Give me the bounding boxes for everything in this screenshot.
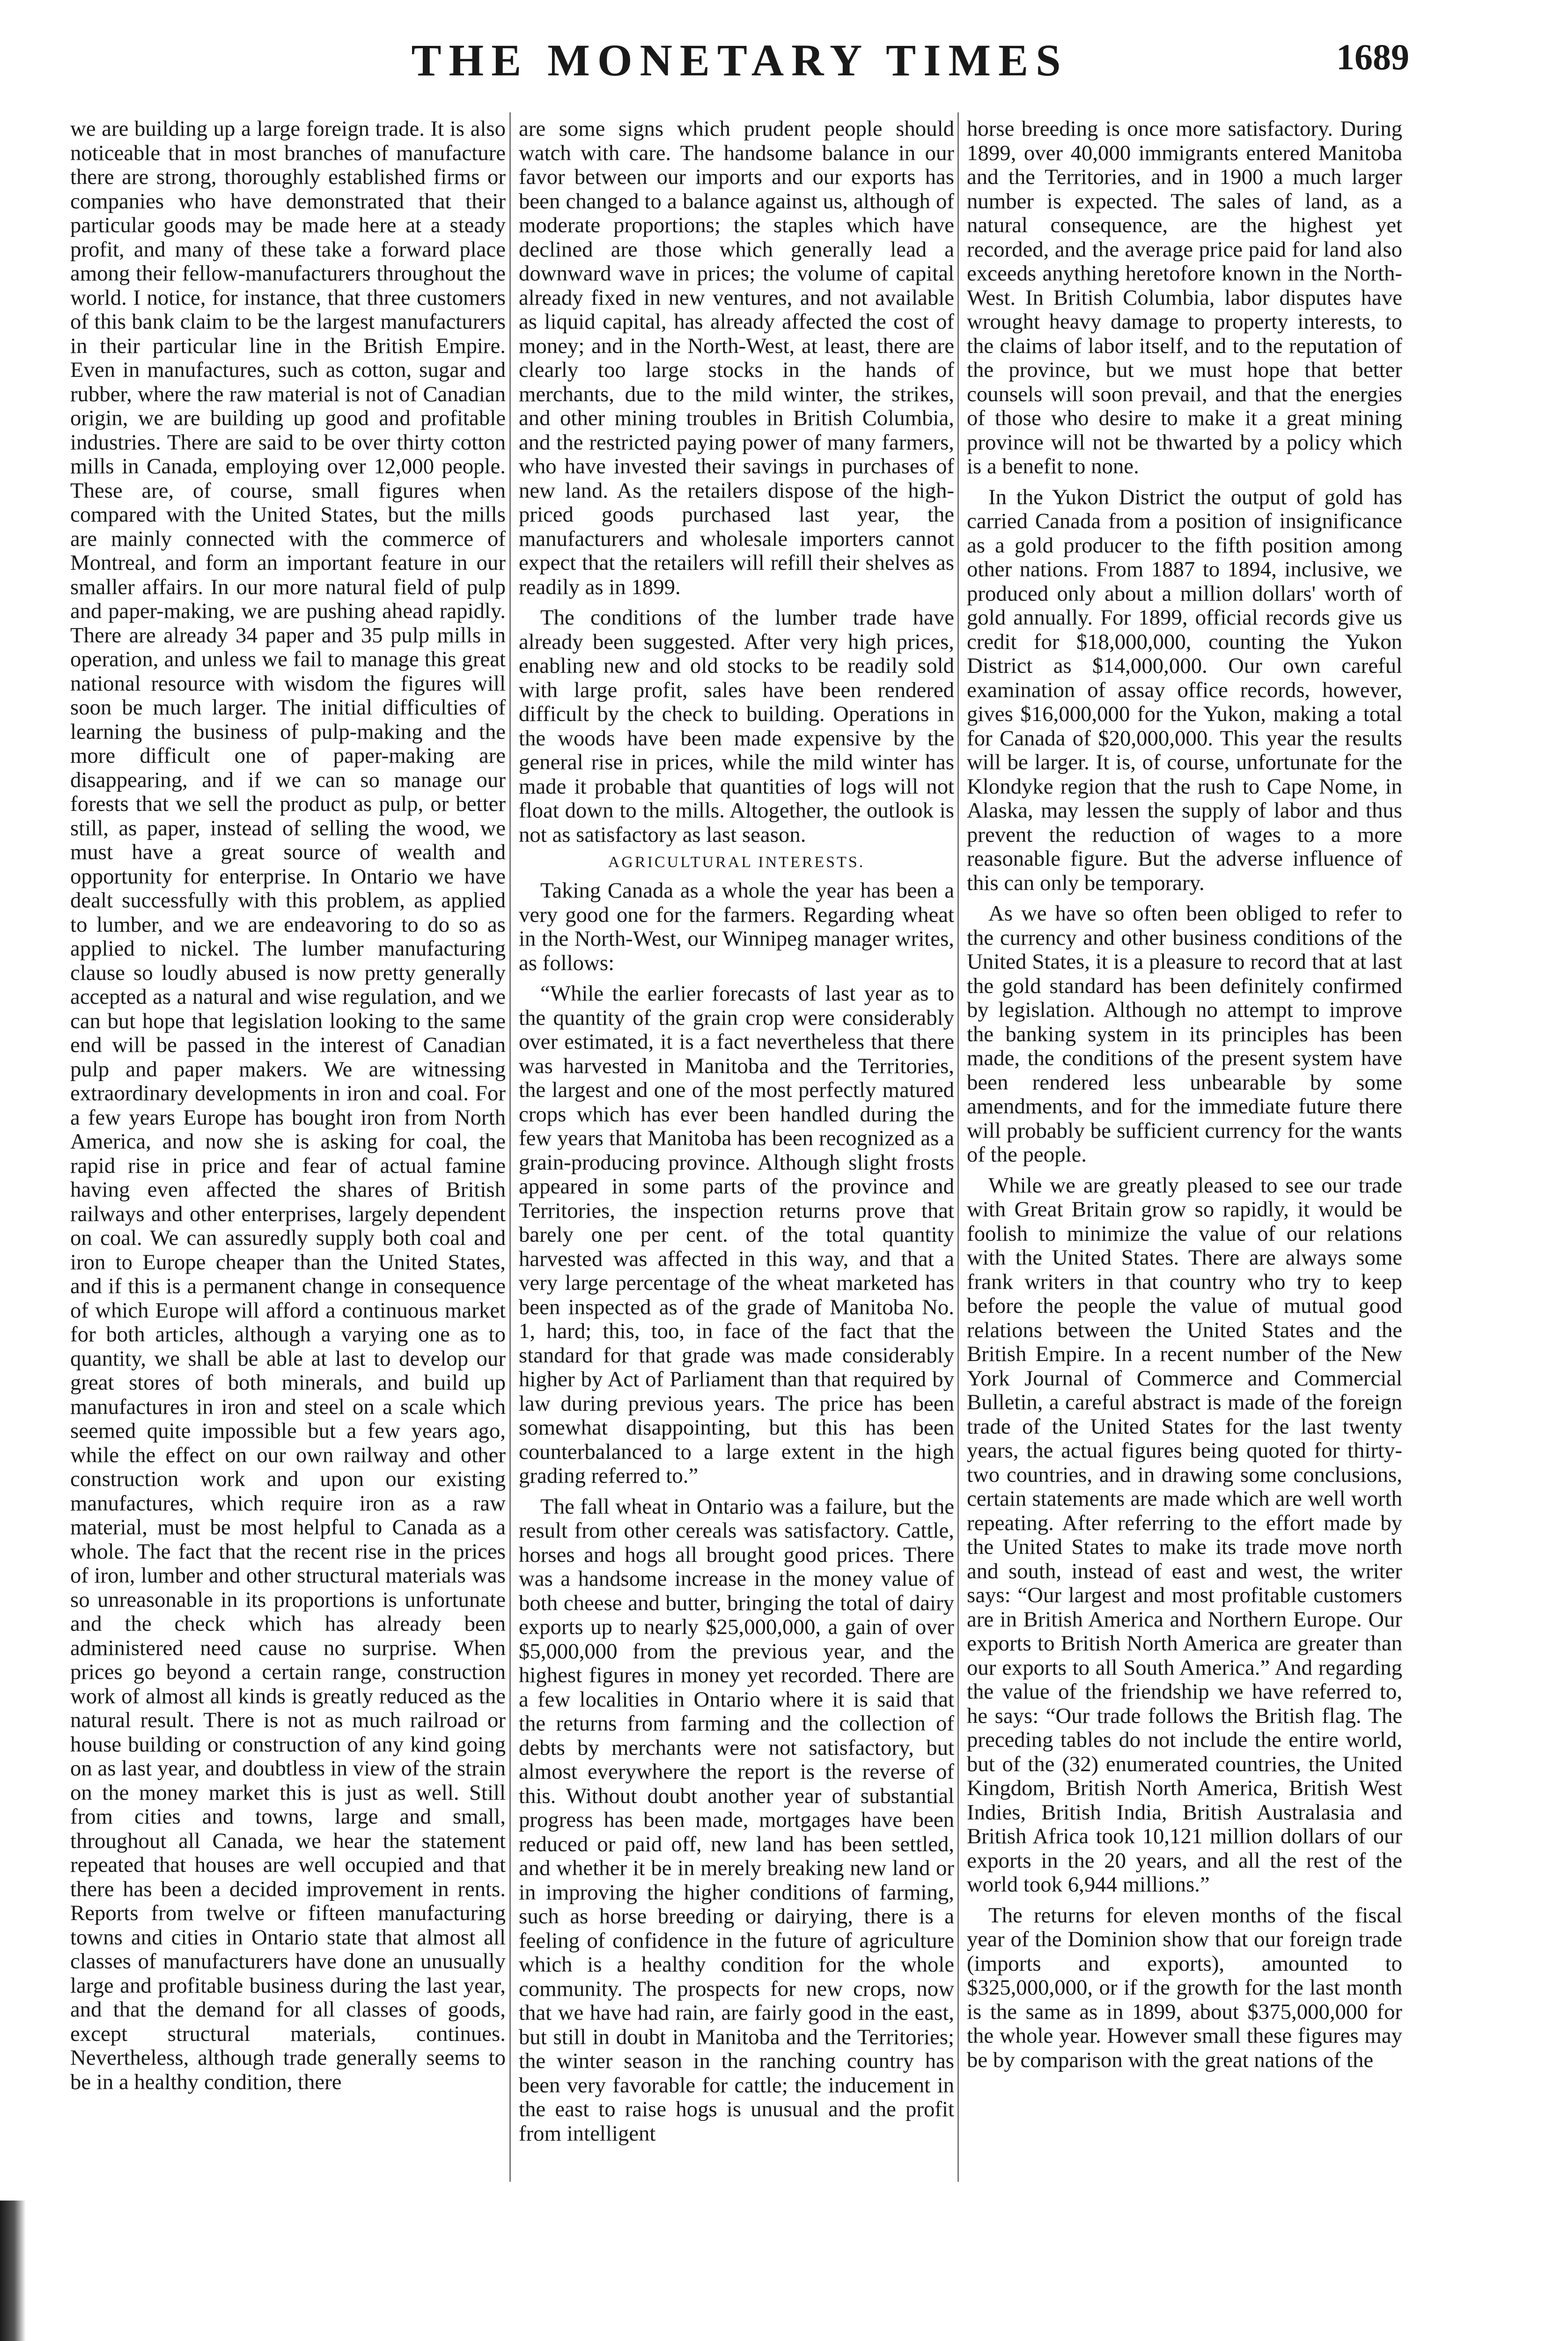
column-divider <box>509 112 511 2182</box>
paragraph: The returns for eleven months of the fiscal year of the Dominion show that our foreign trade (imports and exports), amounted to $325,000,000, or if the growth for the last month is the same as in 1899, about $375,000,000 for the whole year. However small these figures may be by comparison with the great nations of the <box>967 1903 1402 2072</box>
paragraph: horse breeding is once more satisfactory. During 1899, over 40,000 immigrants entered Manitoba and the Territories, and in 1900 a much larger number is expected. The sales of land, as a natural consequence, are the highest yet recorded, and the average price paid for land also exceeds anything heretofore known in the North-West. In British Columbia, labor disputes have wrought heavy damage to property interests, to the claims of labor itself, and to the reputation of the province, but we must hope that better counsels will soon prevail, and that the energies of those who desire to make it a great mining province will not be thwarted by a policy which is a benefit to none. <box>967 117 1402 479</box>
paragraph: The conditions of the lumber trade have already been suggested. After very high prices, enabling new and old stocks to be readily sold with large profit, sales have been rendered difficult by the check to building. Operations in the woods have been made expensive by the general rise in prices, while the mild winter has made it probable that quantities of logs will not float down to the mills. Altogether, the outlook is not as satisfactory as last season. <box>519 605 954 847</box>
article-column-3 <box>967 117 1402 2177</box>
article-column-2 <box>519 117 954 2177</box>
paragraph: In the Yukon District the output of gold has carried Canada from a position of insignificance as a gold producer to the fifth position among other nations. From 1887 to 1894, inclusive, we produced only about a million dollars' worth of gold annually. For 1899, official records give us credit for $18,000,000, counting the Yukon District as $14,000,000. Our own careful examination of assay office records, however, gives $16,000,000 for the Yukon, making a total for Canada of $20,000,000. This year the results will be larger. It is, of course, unfortunate for the Klondyke region that the rush to Cape Nome, in Alaska, may lessen the supply of labor and thus prevent the reduction of wages to a more reasonable figure. But the adverse influence of this can only be temporary. <box>967 485 1402 895</box>
paragraph: The fall wheat in Ontario was a failure, but the result from other cereals was satisfactory. Cattle, horses and hogs all brought good prices. There was a handsome increase in the money value of both cheese and butter, bringing the total of dairy exports up to nearly $25,000,000, a gain of over $5,000,000 from the previous year, and the highest figures in money yet recorded. There are a few localities in Ontario where it is said that the returns from farming and the collection of debts by merchants were not satisfactory, but almost everywhere the report is the reverse of this. Without doubt another year of substantial progress has been made, mortgages have been reduced or paid off, new land has been settled, and whether it be in merely breaking new land or in improving the higher conditions of farming, such as horse breeding or dairying, there is a feeling of confidence in the future of agriculture which is a healthy condition for the whole community. The prospects for new crops, now that we have had rain, are fairly good in the east, but still in doubt in Manitoba and the Territories; the winter season in the ranching country has been very favorable for cattle; the inducement in the east to raise hogs is unusual and the profit from intelligent <box>519 1494 954 2146</box>
paragraph: “While the earlier forecasts of last year as to the quantity of the grain crop were considerably over estimated, it is a fact nevertheless that there was harvested in Manitoba and the Territories, the largest and one of the most perfectly matured crops which has ever been handled during the few years that Manitoba has been recognized as a grain-producing province. Although slight frosts appeared in some parts of the province and Territories, the inspection returns prove that barely one per cent. of the total quantity harvested was affected in this way, and that a very large percentage of the wheat marketed has been inspected as of the grade of Manitoba No. 1, hard; this, too, in face of the fact that the standard for that grade was made considerably higher by Act of Parliament than that required by law during previous years. The price has been somewhat disappointing, but this has been counterbalanced to a large extent in the high grading referred to.” <box>519 981 954 1488</box>
column-divider <box>957 112 959 2182</box>
article-column-1 <box>70 117 506 2177</box>
paragraph: we are building up a large foreign trade. It is also noticeable that in most branches of manufacture there are strong, thoroughly established firms or companies who have demonstrated that their particular goods may be made here at a steady profit, and many of these take a forward place among their fellow-manufacturers throughout the world. I notice, for instance, that three customers of this bank claim to be the largest manufacturers in their particular line in the British Empire. Even in manufactures, such as cotton, sugar and rubber, where the raw material is not of Canadian origin, we are building up good and profitable industries. There are said to be over thirty cotton mills in Canada, employing over 12,000 people. These are, of course, small figures when compared with the United States, but the mills are mainly connected with the commerce of Montreal, and form an important feature in our smaller affairs. In our more natural field of pulp and paper-making, we are pushing ahead rapidly. There are already 34 paper and 35 pulp mills in operation, and unless we fail to manage this great national resource with wisdom the figures will soon be much larger. The initial difficulties of learning the business of pulp-making and the more difficult one of paper-making are disappearing, and if we can so manage our forests that we sell the product as pulp, or better still, as paper, instead of selling the wood, we must have a great source of wealth and opportunity for enterprise. In Ontario we have dealt successfully with this problem, as applied to lumber, and we are endeavoring to do so as applied to nickel. The lumber manufacturing clause so loudly abused is now pretty generally accepted as a natural and wise regulation, and we can but hope that legislation looking to the same end will be passed in the interest of Canadian pulp and paper makers. We are witnessing extraordinary developments in iron and coal. For a few years Europe has bought iron from North America, and now she is asking for coal, the rapid rise in price and fear of actual famine having even affected the shares of British railways and other enterprises, largely dependent on coal. We can assuredly supply both coal and iron to Europe cheaper than the United States, and if this is a permanent change in consequence of which Europe will afford a continuous market for both articles, although a varying one as to quantity, we shall be able at last to develop our great stores of both minerals, and build up manufactures in iron and steel on a scale which seemed quite impossible but a few years ago, while the effect on our own railway and other construction work and upon our existing manufactures, which require iron as a raw material, must be most helpful to Canada as a whole. The fact that the recent rise in the prices of iron, lumber and other structural materials was so unreasonable in its proportions is unfortunate and the check which has already been administered need cause no surprise. When prices go beyond a certain range, construction work of almost all kinds is greatly reduced as the natural result. There is not as much railroad or house building or construction of any kind going on as last year, and doubtless in view of the strain on the money market this is just as well. Still from cities and towns, large and small, throughout all Canada, we hear the statement repeated that houses are well occupied and that there has been a decided improvement in rents. Reports from twelve or fifteen manufacturing towns and cities in Ontario state that almost all classes of manufacturers have done an unusually large and profitable business during the last year, and that the demand for all classes of goods, except structural materials, continues. Nevertheless, although trade generally seems to be in a healthy condition, there <box>70 117 506 2094</box>
paragraph: Taking Canada as a whole the year has been a very good one for the farmers. Regarding wheat in the North-West, our Winnipeg manager writes, as follows: <box>519 878 954 975</box>
masthead: THE MONETARY TIMES <box>411 35 1068 85</box>
section-heading: AGRICULTURAL INTERESTS. <box>608 854 865 871</box>
page-number: 1689 <box>1336 37 1409 77</box>
page-header <box>70 26 1409 85</box>
binding-shadow <box>0 2201 26 2341</box>
paragraph: While we are greatly pleased to see our trade with Great Britain grow so rapidly, it would be foolish to minimize the value of our relations with the United States. There are always some frank writers in that country who try to keep before the people the value of mutual good relations between the United States and the British Empire. In a recent number of the New York Journal of Commerce and Commercial Bulletin, a careful abstract is made of the foreign trade of the United States for the last twenty years, the actual figures being quoted for thirty-two countries, and in drawing some conclusions, certain statements are made which are well worth repeating. After referring to the effort made by the United States to make its trade move north and south, instead of east and west, the writer says: “Our largest and most profitable customers are in British America and Northern Europe. Our exports to British North America are greater than our exports to all South America.” And regarding the value of the friendship we have referred to, he says: “Our trade follows the British flag. The preceding tables do not include the entire world, but of the (32) enumerated countries, the United Kingdom, British North America, British West Indies, British India, British Australasia and British Africa took 10,121 million dollars of our exports in the 20 years, and all the rest of the world took 6,944 millions.” <box>967 1173 1402 1897</box>
paragraph: As we have so often been obliged to refer to the currency and other business conditions of the United States, it is a pleasure to record that at last the gold standard has been definitely confirmed by legislation. Although no attempt to improve the banking system in its principles has been made, the conditions of the present system have been rendered less unbearable by some amendments, and for the immediate future there will probably be sufficient currency for the wants of the people. <box>967 901 1402 1167</box>
paragraph: are some signs which prudent people should watch with care. The handsome balance in our favor between our imports and our exports has been changed to a balance against us, although of moderate proportions; the staples which have declined are those which generally lead a downward wave in prices; the volume of capital already fixed in new ventures, and not available as liquid capital, has already affected the cost of money; and in the North-West, at least, there are clearly too large stocks in the hands of merchants, due to the mild winter, the strikes, and other mining troubles in British Columbia, and the restricted paying power of many farmers, who have invested their savings in purchases of new land. As the retailers dispose of the high-priced goods purchased last year, the manufacturers and wholesale importers cannot expect that the retailers will refill their shelves as readily as in 1899. <box>519 117 954 599</box>
